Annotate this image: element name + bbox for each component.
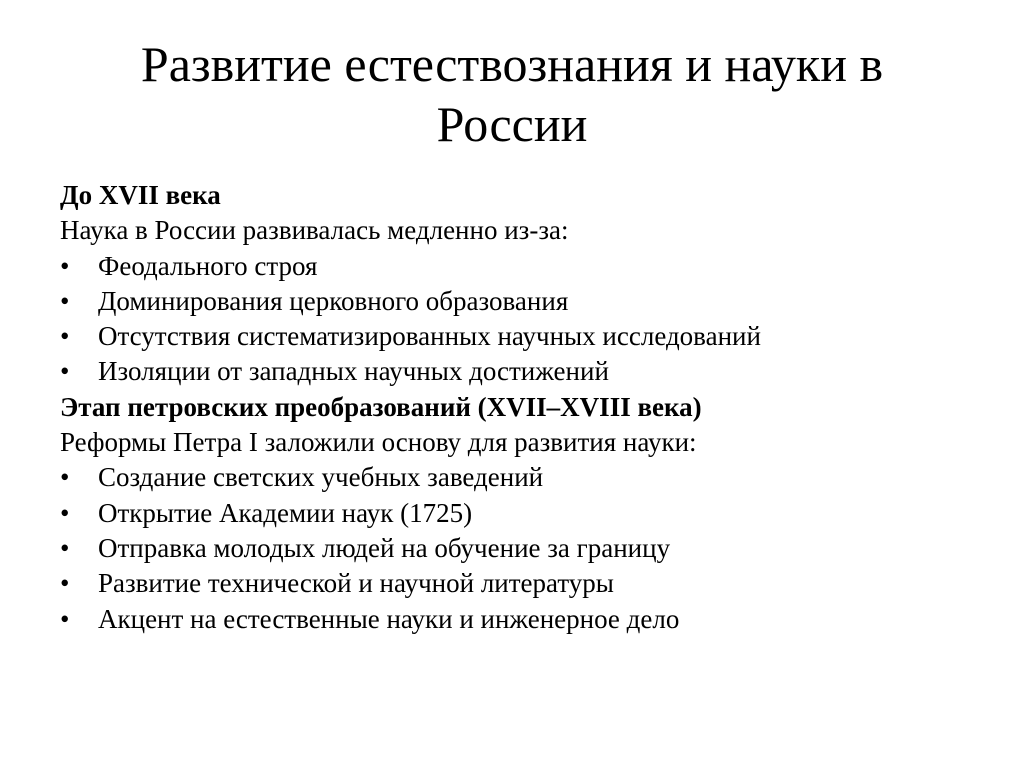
bullet-item (60, 602, 980, 637)
line-text: Открытие Академии наук (1725) (98, 497, 473, 528)
line-text: Создание светских учебных заведений (98, 462, 544, 493)
bullet-icon: • (60, 285, 70, 316)
bullet-icon: • (60, 497, 70, 528)
slide-body (60, 178, 980, 637)
bullet-item (60, 566, 980, 601)
section-heading (60, 178, 980, 213)
body-text (60, 213, 980, 248)
line-text: Развитие технической и научной литературы (98, 568, 614, 599)
bullet-item (60, 460, 980, 495)
line-text: Доминирования церковного образования (98, 285, 569, 316)
line-text: Отсутствия систематизированных научных исследований (98, 321, 761, 352)
slide-title-line-1: Развитие естествознания и науки в (140, 36, 884, 92)
bullet-item (60, 249, 980, 284)
bullet-icon: • (60, 603, 70, 634)
slide-title (0, 34, 1024, 154)
bullet-icon: • (60, 356, 70, 387)
line-text: Отправка молодых людей на обучение за границу (98, 532, 671, 563)
line-text: До XVII века (60, 180, 221, 210)
bullet-item (60, 319, 980, 354)
bullet-icon: • (60, 532, 70, 563)
line-text: Феодального строя (98, 250, 318, 281)
bullet-icon: • (60, 321, 70, 352)
bullet-item (60, 496, 980, 531)
bullet-icon: • (60, 568, 70, 599)
body-text (60, 425, 980, 460)
line-text: Реформы Петра I заложили основу для развития науки: (60, 427, 697, 458)
bullet-item (60, 284, 980, 319)
bullet-item (60, 354, 980, 389)
line-text: Этап петровских преобразований (XVII–XVIII века) (60, 391, 702, 422)
bullet-item (60, 531, 980, 566)
line-text: Наука в России развивалась медленно из-за: (60, 215, 569, 246)
bullet-icon: • (60, 250, 70, 281)
section-heading (60, 390, 980, 425)
line-text: Изоляции от западных научных достижений (98, 356, 609, 387)
bullet-icon: • (60, 462, 70, 493)
line-text: Акцент на естественные науки и инженерное дело (98, 603, 680, 634)
slide-title-line-2: России (436, 96, 588, 152)
